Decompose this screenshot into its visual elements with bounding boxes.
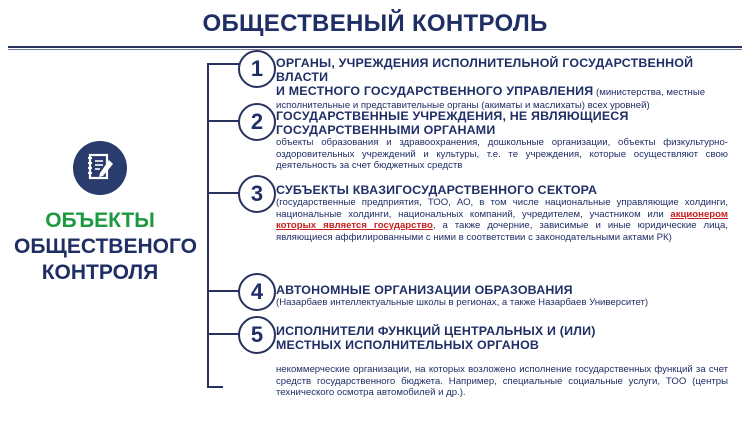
- item-number-2: 2: [238, 103, 276, 141]
- item-number-3: 3: [238, 175, 276, 213]
- list-item-4: [276, 283, 728, 309]
- item-2-heading-line1: ГОСУДАРСТВЕННЫЕ УЧРЕЖДЕНИЯ, НЕ ЯВЛЯЮЩИЕСЯ: [276, 109, 629, 123]
- item-5-description: некоммерческие организации, на которых возложено исполнение государственных функций за счет средств государственного бюджета. Например, специальные социальные услуги, ТОО (центры технического осмотра автомобилей и др.).: [276, 364, 728, 398]
- item-1-heading-line2: [276, 84, 728, 100]
- document-pen-icon: [73, 141, 127, 195]
- item-3-heading: СУБЪЕКТЫ КВАЗИГОСУДАРСТВЕННОГО СЕКТОРА: [276, 183, 598, 197]
- item-1-heading-line2-text: И МЕСТНОГО ГОСУДАРСТВЕННОГО УПРАВЛЕНИЯ: [276, 84, 594, 98]
- objects-label-line1: ОБЪЕКТЫ: [45, 209, 155, 232]
- bracket-end: [207, 386, 223, 388]
- item-number-5: 5: [238, 316, 276, 354]
- item-4-description: (Назарбаев интеллектуальные школы в регионах, а также Назарбаев Университет): [276, 297, 649, 308]
- item-number-1: 1: [238, 50, 276, 88]
- item-1-inline-note: (министерства, местные: [593, 87, 706, 98]
- objects-label-line2: ОБЩЕСТВЕНОГО: [14, 235, 197, 258]
- item-3-desc-after: , а также дочерние, зависимые и иные юридические лица, являющиеся аффилированными с ними в соответствии с законодательными актами РК): [276, 220, 728, 243]
- bracket-line: [207, 63, 209, 388]
- item-5-heading-line2: МЕСТНЫХ ИСПОЛНИТЕЛЬНЫХ ОРГАНОВ: [276, 338, 540, 352]
- item-2-description: объекты образования и здравоохранения, дошкольные организации, объекты физкультурно-оздоровительных учреждений и культуры, т.е. те учреждения, которые осуществляют свою деятельность за счет бюджетных средств: [276, 137, 728, 171]
- list-item-3: [276, 183, 728, 243]
- item-3-description: [276, 197, 728, 243]
- list-item-5: [276, 324, 728, 399]
- item-1-heading-line1: ОРГАНЫ, УЧРЕЖДЕНИЯ ИСПОЛНИТЕЛЬНОЙ ГОСУДАРСТВЕННОЙ ВЛАСТИ: [276, 56, 694, 84]
- list-item-2: [276, 109, 728, 172]
- item-1-description: исполнительные и представительные органы (акиматы и маслихаты) всех уровней): [276, 100, 650, 111]
- item-5-heading-line1: ИСПОЛНИТЕЛИ ФУНКЦИЙ ЦЕНТРАЛЬНЫХ И (ИЛИ): [276, 324, 596, 338]
- objects-label: [14, 208, 197, 286]
- item-number-4: 4: [238, 273, 276, 311]
- page-title: ОБЩЕСТВЕНЫЙ КОНТРОЛЬ: [202, 10, 548, 37]
- item-3-desc-highlight: акционером которых является государство: [276, 208, 728, 231]
- objects-label-line3: КОНТРОЛЯ: [41, 261, 159, 284]
- list-item-1: [276, 56, 728, 112]
- item-3-desc-before: (государственные предприятия, ТОО, АО, в том числе национальные управляющие холдинги, национальные холдинги, национальных компаний, учредителем, участником или: [276, 197, 728, 220]
- item-4-heading: АВТОНОМНЫЕ ОРГАНИЗАЦИИ ОБРАЗОВАНИЯ: [276, 283, 573, 297]
- item-2-heading-line2: ГОСУДАРСТВЕННЫМИ ОРГАНАМИ: [276, 123, 496, 137]
- title-underline-thin: [8, 49, 742, 50]
- title-underline: [8, 46, 742, 48]
